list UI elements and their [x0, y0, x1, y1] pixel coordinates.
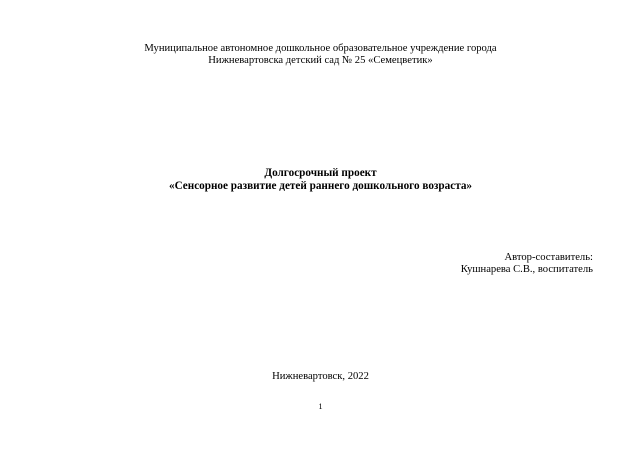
- page-number: 1: [318, 401, 323, 411]
- institution-line-2: Нижневартовска детский сад № 25 «Семецветик»: [208, 55, 433, 66]
- author-label: Автор-составитель:: [504, 252, 593, 263]
- author-name: Кушнарева С.В., воспитатель: [460, 264, 593, 275]
- institution-line-1: Муниципальное автономное дошкольное образовательное учреждение города: [144, 43, 497, 54]
- project-type-heading: Долгосрочный проект: [264, 167, 377, 179]
- city-year: Нижневартовск, 2022: [272, 371, 369, 382]
- project-title-heading: «Сенсорное развитие детей раннего дошкольного возраста»: [168, 180, 473, 192]
